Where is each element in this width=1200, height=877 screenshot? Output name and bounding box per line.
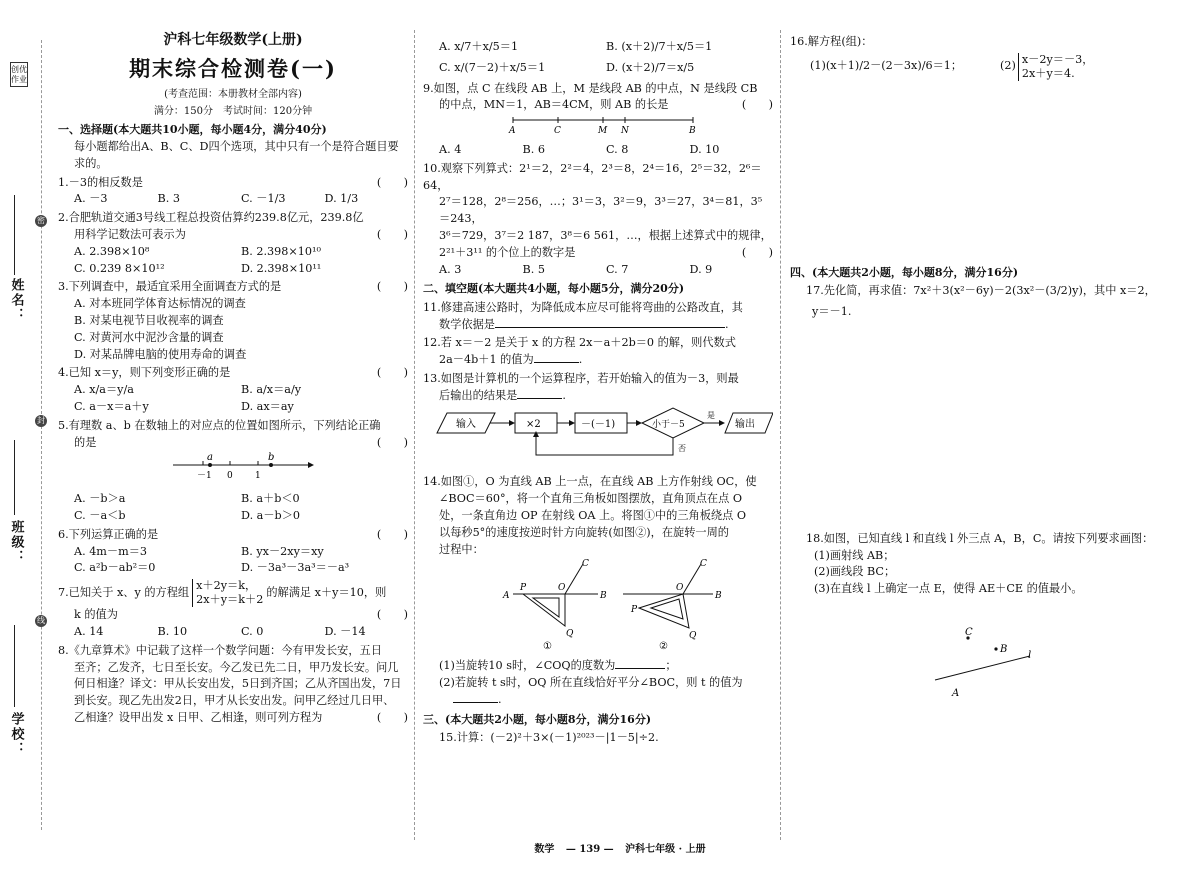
fig2-label-C: C: [700, 559, 707, 570]
name-field-line: [14, 195, 15, 275]
answer-bracket: ( ): [376, 175, 408, 189]
flow-condition: 小于－5: [652, 419, 685, 430]
fig2-label-Q: Q: [689, 631, 697, 642]
footer-subject: 数学: [534, 844, 555, 855]
fig1-label-C: C: [582, 559, 589, 570]
seal-mark-feng: 封: [37, 416, 45, 425]
answer-blank[interactable]: [517, 398, 562, 399]
q16-equation-system: x－2y＝－3， 2x＋y＝4.: [1018, 53, 1094, 81]
axis-tick-0: 0: [227, 471, 233, 482]
answer-bracket: ( ): [376, 710, 408, 724]
number-line-figure: [58, 451, 408, 485]
question-1: 1.－3的相反数是 ( ) A. －3 B. 3 C. －1/3 D. 1/3: [58, 175, 408, 206]
fig1-label-Q: Q: [566, 629, 574, 640]
fig1-number: ①: [543, 641, 552, 653]
rotation-figure: [423, 558, 773, 652]
question-2: 2.合肥轨道交通3号线工程总投资估算约239.8亿元，239.8亿 用科学记数法可表示为 ( ) A. 2.398×10⁸ B. 2.398×10¹⁰ C. 0.239 8×10¹² D. 2.398×10¹¹: [58, 211, 408, 275]
fig2-label-B: B: [715, 591, 722, 602]
flowchart-figure: [423, 405, 773, 467]
answer-blank[interactable]: [495, 327, 725, 328]
section-three-heading: 三、(本大题共2小题，每小题8分，满分16分): [423, 712, 652, 726]
section-choice-heading: 一、选择题(本大题共10小题，每小题4分，满分40分): [58, 122, 327, 136]
question-5: 5.有理数 a、b 在数轴上的对应点的位置如图所示，下列结论正确 的是 ( ) a b －1 0 1 A. －b＞a B. a＋b＜0 C. －a＜b D. a－b＞0: [58, 418, 408, 522]
name-label: 姓名：: [8, 278, 24, 323]
series-title: 沪科七年级数学(上册): [163, 32, 303, 48]
seal-mark-mi: 密: [37, 216, 45, 225]
fig2-label-O: O: [676, 583, 684, 594]
answer-bracket: ( ): [376, 608, 408, 622]
segment-figure: [423, 114, 773, 136]
fig2-number: ②: [659, 641, 668, 653]
brand-badge: 创优作业: [10, 62, 28, 87]
axis-tick-neg1: －1: [197, 471, 212, 482]
footer-book: 沪科七年级 · 上册: [625, 844, 706, 855]
answer-bracket: ( ): [376, 280, 408, 294]
class-label: 班级：: [8, 520, 24, 565]
question-8: 8.《九章算术》中记载了这样一个数学问题：今有甲发长安，五日 至齐；乙发齐，七日至长安。今乙发已先二日，甲乃发长安。问几 何日相逢？译文：甲从长安出发，5日到齐国；乙从齐国出发，7日 到长安。现乙先出发2日，甲才从长安出发。问甲乙经过几日甲、 乙相逢？设甲出发 x 日甲、乙相逢，则可列方程为 ( ): [58, 643, 408, 727]
column-2: [423, 30, 773, 747]
fig1-label-B: B: [600, 591, 607, 602]
question-11: 11.修建高速公路时，为降低成本应尽可能将弯曲的公路改直，其 数学依据是 .: [423, 300, 743, 331]
fig-label-B: B: [1000, 644, 1008, 656]
flow-output: 输出: [735, 418, 755, 430]
school-label: 学校：: [8, 712, 24, 757]
question-15: 15.计算：(－2)²＋3×(－1)²⁰²³－|1－5|÷2.: [439, 731, 659, 745]
flow-input: 输入: [456, 418, 476, 430]
fig-label-C: C: [965, 627, 973, 639]
point-B: B: [689, 126, 696, 137]
fig1-label-P: P: [520, 583, 527, 594]
fig1-label-O: O: [558, 583, 566, 594]
section-four-heading: 四、(本大题共2小题，每小题8分，满分16分): [790, 265, 1019, 279]
answer-blank[interactable]: [615, 668, 665, 669]
flow-no: 否: [678, 443, 686, 453]
column-1: [58, 30, 408, 727]
column-3: [790, 34, 1190, 704]
question-6: 6.下列运算正确的是 ( ) A. 4m－m＝3 B. yx－2xy＝xy C. a²b－ab²＝0 D. －3a³－3a³＝－a³: [58, 527, 408, 575]
exam-info: 满分：150分 考试时间：120分钟: [153, 105, 313, 117]
fig2-label-P: P: [631, 605, 638, 616]
equation-system: x＋2y＝k， 2x＋y＝k＋2: [192, 579, 263, 607]
question-13: 13.如图是计算机的一个运算程序，若开始输入的值为－3，则最 后输出的结果是 . 输入 ×2 －(－1) 小于－5 是 输出 否: [423, 371, 773, 472]
answer-blank[interactable]: [453, 702, 498, 703]
binding-margin: [0, 0, 52, 877]
section-choice-note: 每小题都给出A、B、C、D四个选项，其中只有一个是符合题目要求的。: [74, 140, 399, 170]
section-fill-heading: 二、填空题(本大题共4小题，每小题5分，满分20分): [423, 282, 685, 296]
question-7: 7.已知关于 x、y 的方程组 x＋2y＝k， 2x＋y＝k＋2 的解满足 x＋y＝10，则 k 的值为 ( ) A. 14 B. 10 C. 0 D. －14: [58, 579, 408, 638]
line-points-figure: [790, 598, 1190, 698]
question-12: 12.若 x＝－2 是关于 x 的方程 2x－a＋2b＝0 的解，则代数式 2a－4b＋1 的值为 .: [423, 336, 736, 367]
q16-part-1: (1)(x＋1)/2－(2－3x)/6＝1；: [810, 59, 963, 73]
axis-tick-1: 1: [255, 471, 261, 482]
question-3: 3.下列调查中，最适宜采用全面调查方式的是 ( ) A. 对本班同学体育达标情况的调查 B. 对某电视节目收视率的调查 C. 对黄河水中泥沙含量的调查 D. 对某品牌电脑的使用寿命的调查: [58, 280, 408, 361]
exam-title: 期末综合检测卷(一): [129, 56, 337, 81]
seal-mark-xian: 线: [37, 616, 45, 625]
exam-scope: (考查范围：本册教材全部内容): [164, 88, 302, 100]
page-number: — 139 —: [565, 844, 614, 855]
seal-dashed-line: [41, 40, 42, 830]
question-14: 14.如图①，O 为直线 AB 上一点，在直线 AB 上方作射线 OC，使 ∠BOC＝60°，将一个直角三角板如图摆放，直角顶点在点 O 处，一条直角边 OP 在射线 OA 上。将图①中的三角板绕点 O 以每秒5°的速度按逆时针方向旋转(如图②)，在旋转一周的 过程中： A B O P Q C ① B O P Q C ② (1)当旋转10 s时，∠COQ的度数为 ； (2)若旋转 t s时，OQ 所在直线恰好平分∠BOC，则 t 的值为 .: [423, 474, 773, 708]
answer-bracket: ( ): [741, 98, 773, 112]
question-18: 18.如图，已知直线 l 和直线 l 外三点 A，B，C。请按下列要求画图： (1)画射线 AB； (2)画线段 BC； (3)在直线 l 上确定一点 E，使得 AE＋CE 的值最小。 C B l A: [790, 531, 1190, 704]
answer-bracket: ( ): [741, 245, 773, 259]
question-4: 4.已知 x＝y，则下列变形正确的是 ( ) A. x/a＝y/a B. a/x＝a/y C. a－x＝a＋y D. ax＝ay: [58, 366, 408, 413]
point-N: N: [621, 126, 629, 137]
flow-yes: 是: [707, 410, 715, 420]
school-field-line: [14, 625, 15, 707]
axis-label-b: b: [268, 452, 275, 464]
answer-bracket: ( ): [376, 435, 408, 449]
flow-subtract: －(－1): [581, 418, 616, 430]
answer-bracket: ( ): [376, 366, 408, 380]
axis-label-a: a: [207, 452, 213, 464]
flow-multiply: ×2: [526, 418, 541, 430]
question-17: 17.先化简，再求值：7x²＋3(x²－6y)－2(3x²－(3/2)y)，其中 x＝2， y＝－1.: [806, 284, 1156, 319]
page-footer: [520, 842, 720, 857]
question-10: 10.观察下列算式：2¹＝2，2²＝4，2³＝8，2⁴＝16，2⁵＝32，2⁶＝64， 2⁷＝128，2⁸＝256，…；3¹＝3，3²＝9，3³＝27，3⁴＝81，3⁵＝243， 3⁶＝729，3⁷＝2 187，3⁸＝6 561，…，根据上述算式中的规律， 2²¹＋3¹¹ 的个位上的数字是 ( ) A. 3 B. 5 C. 7 D. 9: [423, 161, 773, 276]
point-C: C: [554, 126, 561, 137]
point-M: M: [598, 126, 608, 137]
question-9: 9.如图，点 C 在线段 AB 上，M 是线段 AB 的中点，N 是线段 CB 的中点，MN＝1，AB＝4CM，则 AB 的长是 ( ) A C M N B A. 4 B. 6 C. 8 D. 10: [423, 81, 773, 156]
question-8-options: A. x/7＋x/5＝1 B. (x＋2)/7＋x/5＝1 C. x/(7－2)＋x/5＝1 D. (x＋2)/7＝x/5: [439, 40, 713, 75]
column-divider-2: [780, 30, 781, 840]
class-field-line: [14, 440, 15, 515]
answer-blank[interactable]: [534, 362, 579, 363]
answer-bracket: ( ): [376, 227, 408, 241]
fig-label-l: l: [1028, 650, 1032, 662]
fig-label-A: A: [952, 688, 960, 699]
answer-bracket: ( ): [376, 527, 408, 541]
question-16: 16.解方程(组)： (1)(x＋1)/2－(2－3x)/6＝1； (2) x－2y＝－3， 2x＋y＝4.: [790, 35, 1094, 80]
fig1-label-A: A: [503, 591, 510, 602]
point-A: A: [509, 126, 516, 137]
column-divider-1: [414, 30, 415, 840]
